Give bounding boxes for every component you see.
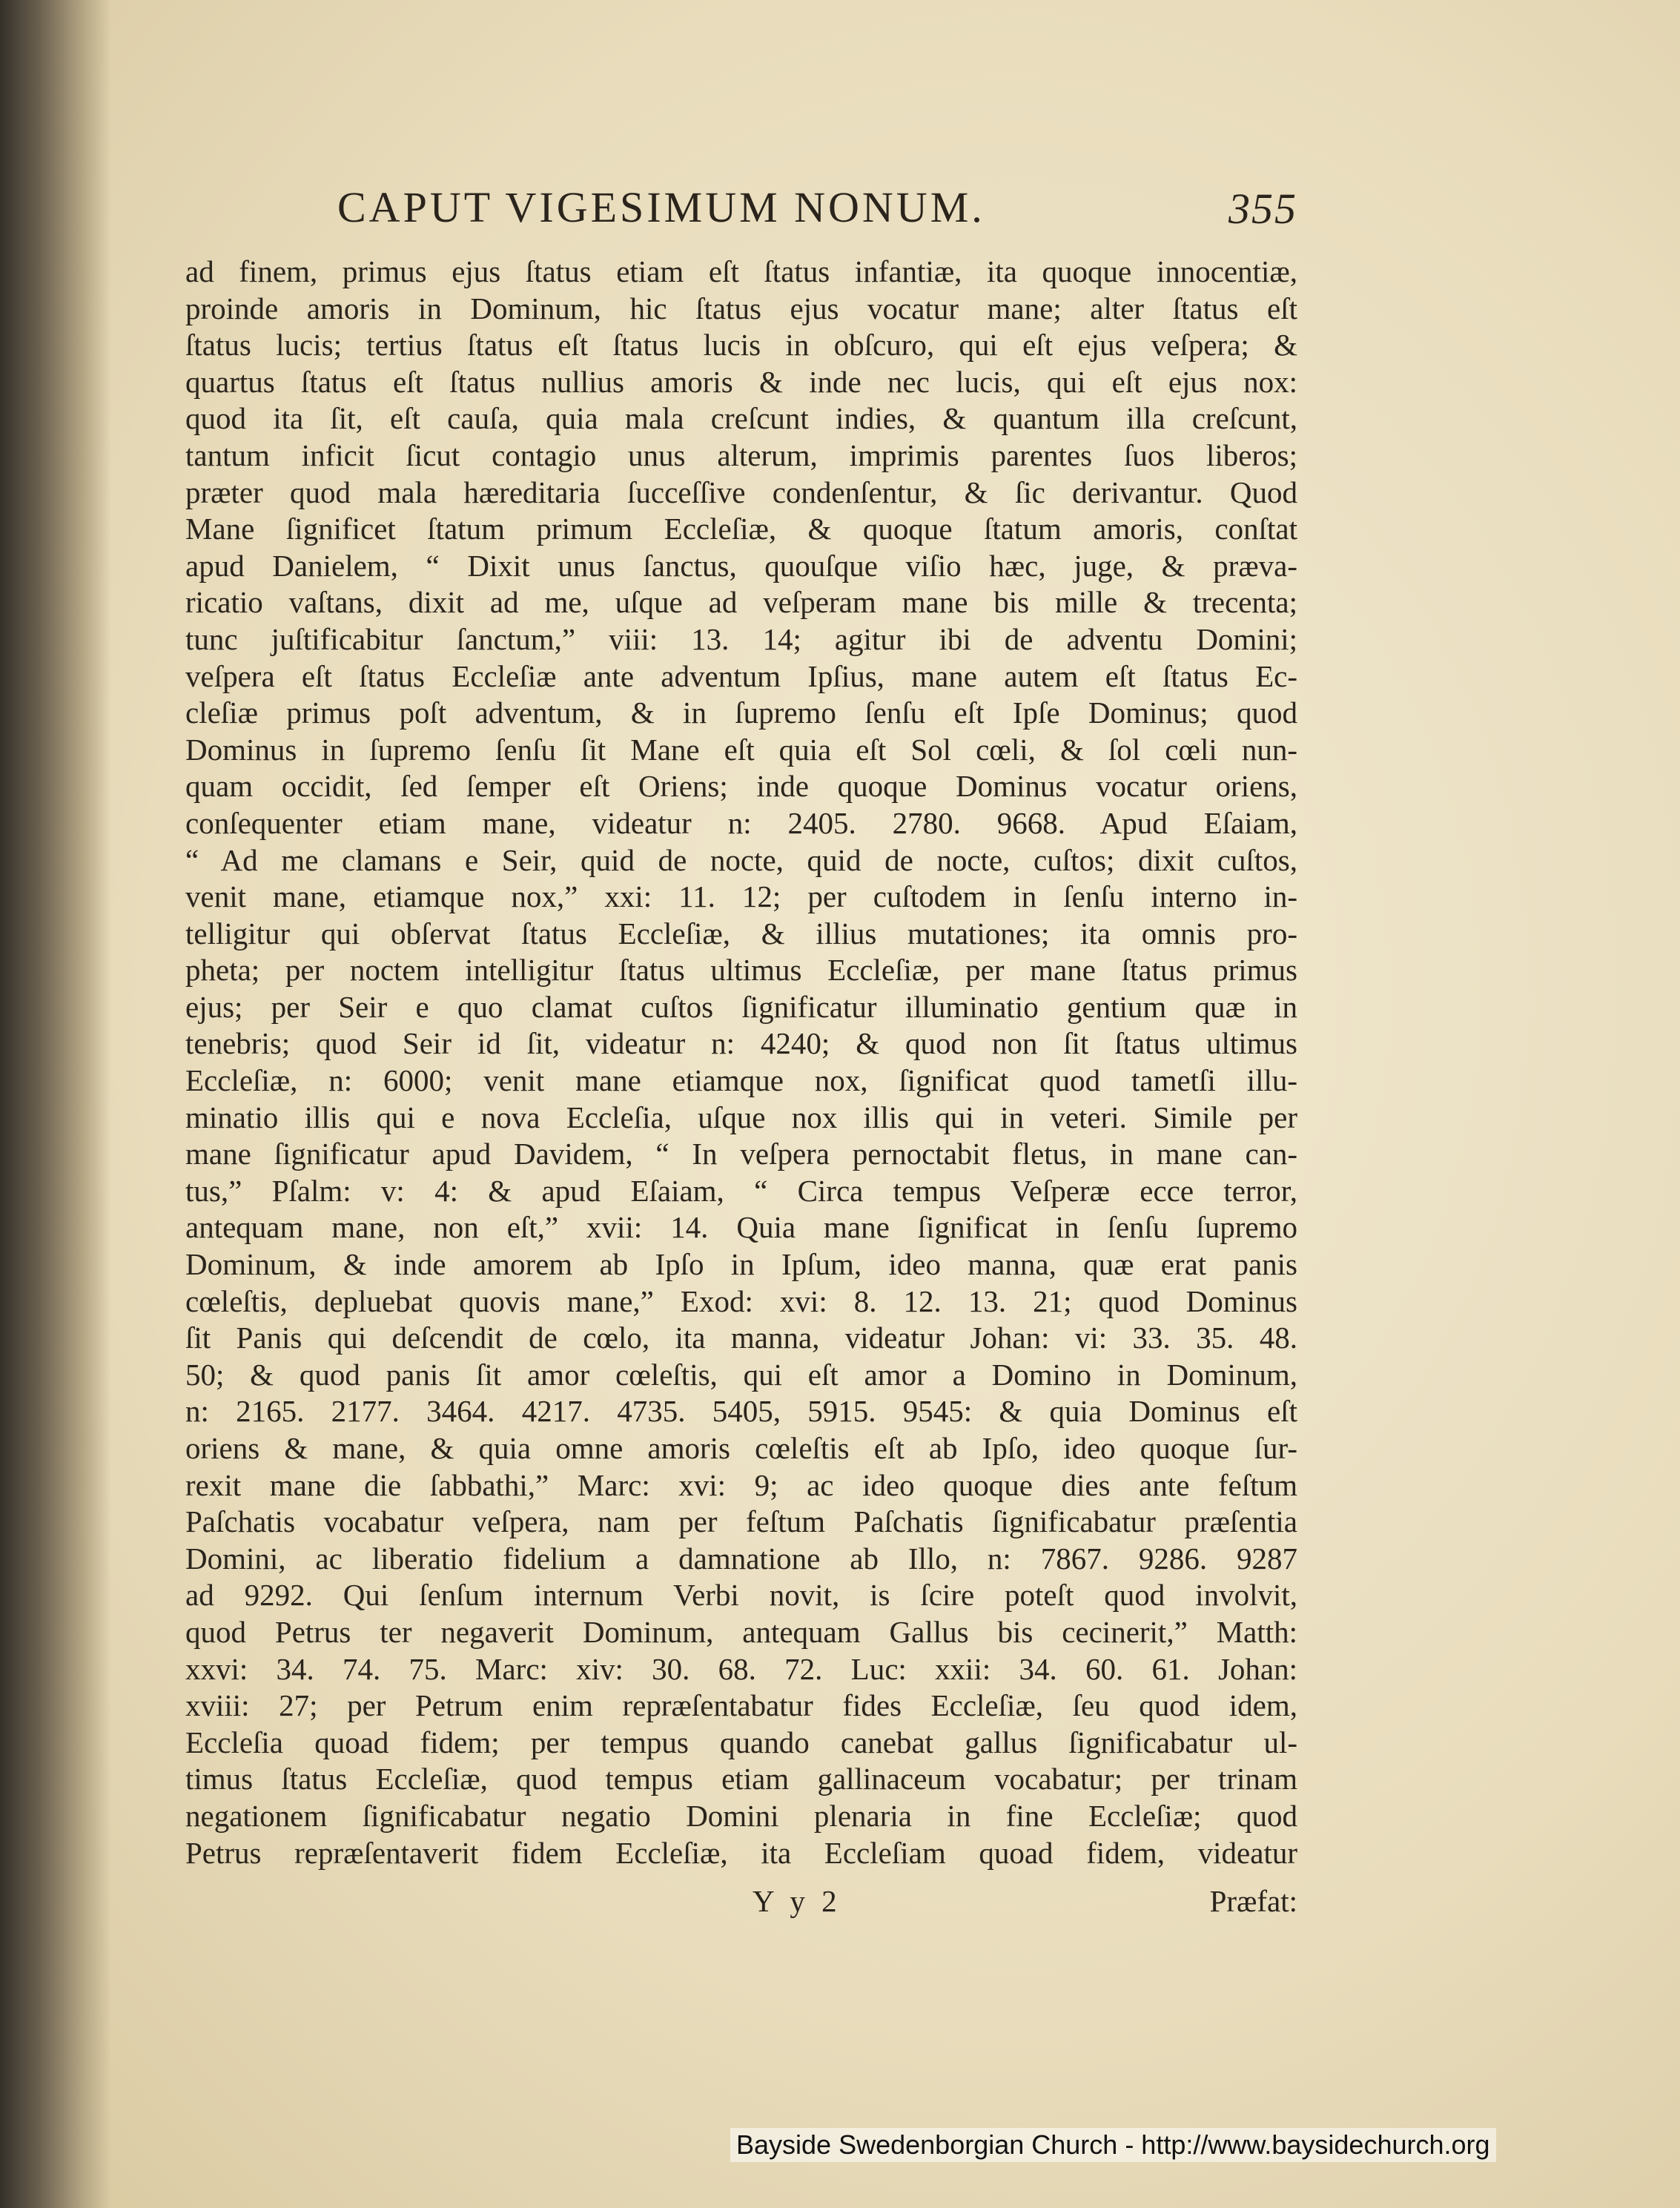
text-line: apud Danielem, “ Dixit unus ſanctus, quouſque viſio hæc, juge, & præva- (185, 548, 1297, 583)
text-line: ricatio vaſtans, dixit ad me, uſque ad veſperam mane bis mille & trecenta; (185, 585, 1297, 620)
text-line: Dominus in ſupremo ſenſu ſit Mane eſt quia eſt Sol cœli, & ſol cœli nun- (185, 732, 1297, 767)
page-footer (185, 1883, 1297, 1928)
text-line: Mane ſignificet ſtatum primum Eccleſiæ, & quoque ſtatum amoris, conſtat (185, 512, 1297, 546)
text-line: antequam mane, non eſt,” xvii: 14. Quia mane ſignificat in ſenſu ſupremo (185, 1210, 1297, 1245)
text-line: oriens & mane, & quia omne amoris cœleſtis eſt ab Ipſo, ideo quoque ſur- (185, 1431, 1297, 1465)
text-line: negationem ſignificabatur negatio Domini plenaria in fine Eccleſiæ; quod (185, 1798, 1297, 1833)
text-line: conſequenter etiam mane, videatur n: 2405. 2780. 9668. Apud Eſaiam, (185, 805, 1297, 840)
text-line: Domini, ac liberatio fidelium a damnatione ab Illo, n: 7867. 9286. 9287 (185, 1541, 1297, 1576)
text-line: tantum inficit ſicut contagio unus alterum, imprimis parentes ſuos liberos; (185, 437, 1297, 472)
text-line: ſit Panis qui deſcendit de cœlo, ita manna, videatur Johan: vi: 33. 35. 48. (185, 1320, 1297, 1355)
page-header (185, 175, 1297, 242)
text-line: quod Petrus ter negaverit Dominum, antequam Gallus bis cecinerit,” Matth: (185, 1614, 1297, 1649)
text-line: tenebris; quod Seir id ſit, videatur n: 4240; & quod non ſit ſtatus ultimus (185, 1026, 1297, 1061)
text-line: xxvi: 34. 74. 75. Marc: xiv: 30. 68. 72. Luc: xxii: 34. 60. 61. Johan: (185, 1651, 1297, 1686)
text-line: rexit mane die ſabbathi,” Marc: xvi: 9; ac ideo quoque dies ante feſtum (185, 1467, 1297, 1502)
text-line: pheta; per noctem intelligitur ſtatus ultimus Eccleſiæ, per mane ſtatus primus (185, 953, 1297, 988)
text-line: tus,” Pſalm: v: 4: & apud Eſaiam, “ Circa tempus Veſperæ ecce terror, (185, 1173, 1297, 1208)
binding-gutter-shadow (0, 0, 111, 2208)
signature-mark: Y y 2 (753, 1884, 841, 1918)
text-line: mane ſignificatur apud Davidem, “ In veſpera pernoctabit fletus, in mane can- (185, 1137, 1297, 1171)
text-line: proinde amoris in Dominum, hic ſtatus ejus vocatur mane; alter ſtatus eſt (185, 291, 1297, 325)
text-line: quartus ſtatus eſt ſtatus nullius amoris & inde nec lucis, qui eſt ejus nox: (185, 364, 1297, 399)
text-line: quod ita ſit, eſt cauſa, quia mala creſcunt indies, & quantum illa creſcunt, (185, 401, 1297, 436)
text-line: “ Ad me clamans e Seir, quid de nocte, quid de nocte, cuſtos; dixit cuſtos, (185, 842, 1297, 877)
watermark-text: Bayside Swedenborgian Church - http://www.baysidechurch.org (730, 2128, 1496, 2162)
text-line: xviii: 27; per Petrum enim repræſentabatur fides Eccleſiæ, ſeu quod idem, (185, 1688, 1297, 1723)
text-line: cœleſtis, depluebat quovis mane,” Exod: xvi: 8. 12. 13. 21; quod Dominus (185, 1283, 1297, 1318)
text-line: Eccleſia quoad fidem; per tempus quando canebat gallus ſignificabatur ul- (185, 1725, 1297, 1759)
text-line: tunc juſtificabitur ſanctum,” viii: 13. 14; agitur ibi de adventu Domini; (185, 621, 1297, 656)
text-line: Paſchatis vocabatur veſpera, nam per feſtum Paſchatis ſignificabatur præſentia (185, 1504, 1297, 1539)
catchword: Præfat: (1209, 1884, 1297, 1918)
text-line: Petrus repræſentaverit fidem Eccleſiæ, ita Eccleſiam quoad fidem, videatur (185, 1835, 1297, 1870)
running-head: CAPUT VIGESIMUM NONUM. (337, 183, 985, 231)
page-number: 355 (1228, 185, 1297, 233)
text-line: ejus; per Seir e quo clamat cuſtos ſignificatur illuminatio gentium quæ in (185, 989, 1297, 1024)
text-line: veſpera eſt ſtatus Eccleſiæ ante adventum Ipſius, mane autem eſt ſtatus Ec- (185, 658, 1297, 693)
text-line: quam occidit, ſed ſemper eſt Oriens; inde quoque Dominus vocatur oriens, (185, 769, 1297, 804)
text-line: cleſiæ primus poſt adventum, & in ſupremo ſenſu eſt Ipſe Dominus; quod (185, 695, 1297, 730)
text-line: præter quod mala hæreditaria ſucceſſive condenſentur, & ſic derivantur. Quod (185, 475, 1297, 509)
text-line: ad finem, primus ejus ſtatus etiam eſt ſtatus infantiæ, ita quoque innocentiæ, (185, 254, 1297, 288)
text-line: n: 2165. 2177. 3464. 4217. 4735. 5405, 5915. 9545: & quia Dominus eſt (185, 1394, 1297, 1429)
text-line: ad 9292. Qui ſenſum internum Verbi novit, is ſcire poteſt quod involvit, (185, 1578, 1297, 1613)
text-line: Dominum, & inde amorem ab Ipſo in Ipſum, ideo manna, quæ erat panis (185, 1247, 1297, 1282)
text-line: venit mane, etiamque nox,” xxi: 11. 12; per cuſtodem in ſenſu interno in- (185, 879, 1297, 914)
text-line: Eccleſiæ, n: 6000; venit mane etiamque nox, ſignificat quod tametſi illu- (185, 1063, 1297, 1098)
text-line: ſtatus lucis; tertius ſtatus eſt ſtatus lucis in obſcuro, qui eſt ejus veſpera; & (185, 328, 1297, 363)
text-line: telligitur qui obſervat ſtatus Eccleſiæ, & illius mutationes; ita omnis pro- (185, 916, 1297, 951)
body-text (185, 254, 1297, 1871)
text-line: timus ſtatus Eccleſiæ, quod tempus etiam gallinaceum vocabatur; per trinam (185, 1762, 1297, 1797)
text-line: minatio illis qui e nova Eccleſia, uſque nox illis qui in veteri. Simile per (185, 1100, 1297, 1134)
text-line: 50; & quod panis ſit amor cœleſtis, qui eſt amor a Domino in Dominum, (185, 1357, 1297, 1392)
